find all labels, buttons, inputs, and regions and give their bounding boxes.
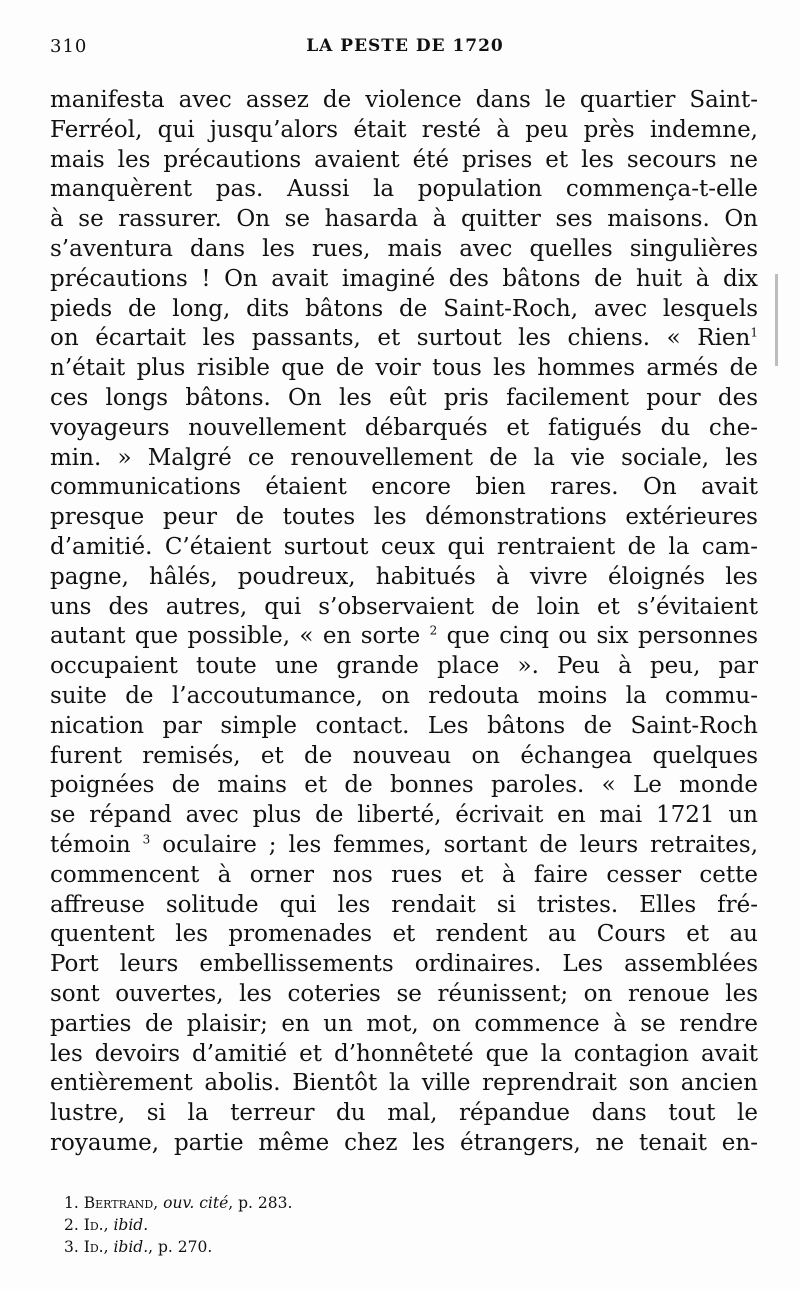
text-line-with-note	[50, 831, 758, 861]
text-line: poignées de mains et de bonnes paroles. « Le monde	[50, 772, 758, 799]
text-line: Port leurs embellissements ordinaires. Les assemblées	[50, 951, 758, 978]
text-line: d’amitié. C’étaient surtout ceux qui rentraient de la cam-	[50, 533, 758, 560]
text-line: parties de plaisir; en un mot, on commence à se rendre	[50, 1010, 758, 1037]
footnotes	[64, 1192, 744, 1258]
footnote-author: Id.	[83, 1216, 104, 1234]
footnote: 2. Id., ibid.	[64, 1216, 149, 1234]
footnote-number: 2.	[64, 1216, 79, 1234]
text-fragment: oculaire ; les femmes, sortant de leurs retraites,	[162, 831, 758, 858]
footnote-number: 1.	[64, 1194, 79, 1212]
text-fragment: que cinq ou six personnes	[446, 623, 758, 650]
text-line: nication par simple contact. Les bâtons de Saint-Roch	[50, 712, 758, 739]
text-fragment: autant que possible, « en sorte	[50, 623, 421, 650]
text-line: se répand avec plus de liberté, écrivait en mai 1721 un	[50, 802, 758, 829]
body-text	[50, 86, 758, 1159]
footnote: 3. Id., ibid., p. 270.	[64, 1238, 213, 1256]
note-reference: 1	[750, 325, 758, 340]
text-line: manquèrent pas. Aussi la population commença-t-elle	[50, 176, 758, 203]
text-line: suite de l’accoutumance, on redouta moins la commu-	[50, 682, 758, 709]
text-line: pagne, hâlés, poudreux, habitués à vivre éloignés les	[50, 563, 758, 590]
text-fragment: témoin	[50, 831, 131, 858]
text-line: manifesta avec assez de violence dans le quartier Saint-	[50, 87, 758, 113]
footnote-work: ibid.	[113, 1216, 149, 1234]
text-line: affreuse solitude qui les rendait si tristes. Elles fré-	[50, 891, 758, 918]
text-line: s’aventura dans les rues, mais avec quelles singulières	[50, 235, 758, 262]
text-line-with-note	[50, 324, 758, 354]
text-line: pieds de long, dits bâtons de Saint-Roch, avec lesquels	[50, 295, 758, 322]
note-reference: 2	[429, 623, 438, 638]
page-header	[50, 36, 760, 66]
text-line: uns des autres, qui s’observaient de loin et s’évitaient	[50, 593, 758, 620]
text-line: les devoirs d’amitié et d’honnêteté que la contagion avait	[50, 1040, 758, 1067]
text-line: précautions ! On avait imaginé des bâtons de huit à dix	[50, 265, 758, 292]
footnote: 1. Bertrand, ouv. cité, p. 283.	[64, 1194, 293, 1212]
text-line: entièrement abolis. Bientôt la ville reprendrait son ancien	[50, 1070, 758, 1097]
text-line: mais les précautions avaient été prises et les secours ne	[50, 146, 758, 173]
footnote-page: , p. 270.	[148, 1238, 213, 1256]
footnote-author: Id.	[83, 1238, 104, 1256]
text-line: Ferréol, qui jusqu’alors était resté à peu près indemne,	[50, 116, 758, 143]
text-line-with-note	[50, 622, 758, 652]
running-title: LA PESTE DE 1720	[306, 36, 504, 56]
text-fragment: on écartait les passants, et surtout les chiens. « Rien	[50, 325, 751, 352]
text-line: à se rassurer. On se hasarda à quitter ses maisons. On	[50, 206, 758, 233]
footnote-author: Bertrand	[83, 1194, 154, 1212]
footnote-page: , p. 283.	[228, 1194, 293, 1212]
text-line: communications étaient encore bien rares. On avait	[50, 474, 758, 501]
text-line: presque peur de toutes les démonstrations extérieures	[50, 504, 758, 531]
text-line: ces longs bâtons. On les eût pris facilement pour des	[50, 384, 758, 411]
note-reference: 3	[142, 832, 151, 847]
text-line: royaume, partie même chez les étrangers, ne tenait en-	[50, 1129, 758, 1156]
footnote-number: 3.	[64, 1238, 79, 1256]
footnote-work: ouv. cité	[163, 1194, 229, 1212]
text-line: occupaient toute une grande place ». Peu à peu, par	[50, 653, 758, 680]
margin-bar	[775, 274, 778, 366]
text-line: voyageurs nouvellement débarqués et fatigués du che-	[50, 414, 758, 441]
text-line: quentent les promenades et rendent au Cours et au	[50, 921, 758, 948]
text-line: n’était plus risible que de voir tous les hommes armés de	[50, 355, 758, 382]
text-line: sont ouvertes, les coteries se réunissent; on renoue les	[50, 980, 758, 1007]
footnote-work: ibid.	[113, 1238, 149, 1256]
text-line: min. » Malgré ce renouvellement de la vie sociale, les	[50, 444, 758, 471]
page-number: 310	[50, 36, 88, 57]
text-line: lustre, si la terreur du mal, répandue dans tout le	[50, 1100, 758, 1127]
text-line: furent remisés, et de nouveau on échangea quelques	[50, 742, 758, 769]
text-line: commencent à orner nos rues et à faire cesser cette	[50, 861, 758, 888]
